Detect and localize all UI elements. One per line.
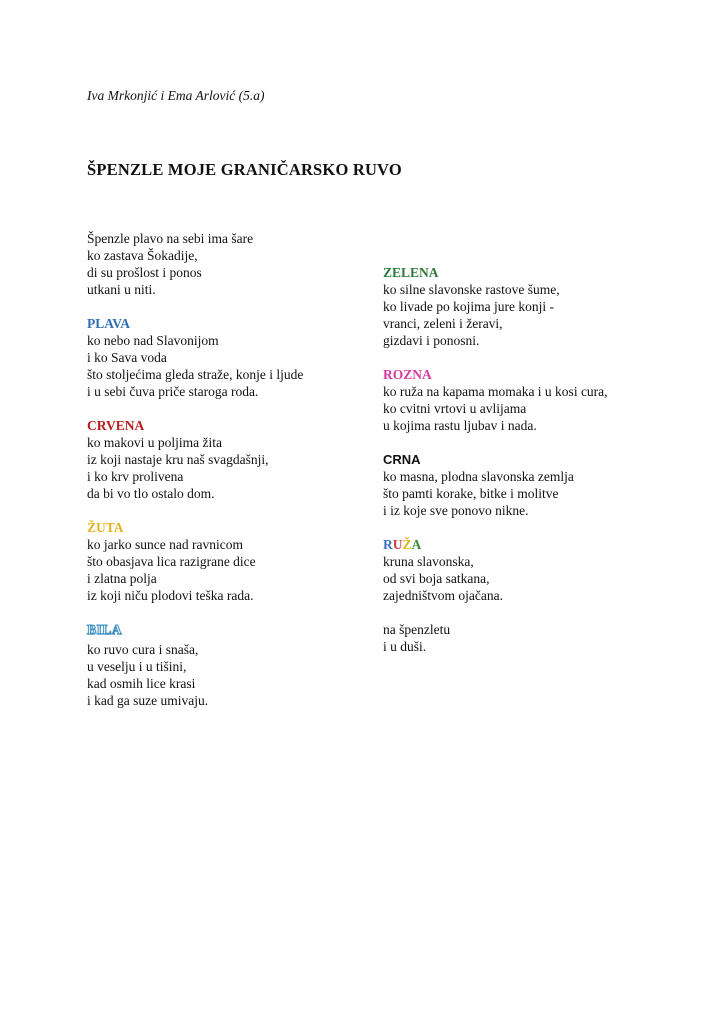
poem-line: iz koji niču plodovi teška rada. (87, 588, 254, 603)
poem-line: u veselju i u tišini, (87, 659, 187, 674)
stanza-heading-crvena: CRVENA (87, 418, 145, 433)
left-column (87, 230, 303, 726)
stanza-crvena (87, 417, 303, 502)
right-column (383, 264, 608, 672)
poem-line: što obasjava lica razigrane dice (87, 554, 256, 569)
stanza-zelena (383, 264, 608, 349)
poem-line: na špenzletu (383, 622, 451, 637)
poem-line: ko nebo nad Slavonijom (87, 333, 219, 348)
poem-line: di su prošlost i ponos (87, 265, 202, 280)
stanza-rozna (383, 366, 608, 434)
stanza-bila (87, 621, 303, 709)
poem-line: Špenzle plavo na sebi ima šare (87, 231, 254, 246)
poem-line: i kad ga suze umivaju. (87, 693, 209, 708)
poem-line: kad osmih lice krasi (87, 676, 196, 691)
poem-line: ko ruža na kapama momaka i u kosi cura, (383, 384, 608, 399)
stanza-ruza (383, 536, 608, 604)
stanza-heading-zuta: ŽUTA (87, 520, 124, 535)
stanza-heading-plava: PLAVA (87, 316, 131, 331)
stanza-plava (87, 315, 303, 400)
poem-line: i ko krv prolivena (87, 469, 184, 484)
poem-line: i u sebi čuva priče staroga roda. (87, 384, 259, 399)
poem-line: i iz koje sve ponovo nikne. (383, 503, 529, 518)
heading-letter: A (411, 537, 422, 552)
poem-line: da bi vo tlo ostalo dom. (87, 486, 215, 501)
poem-line: i zlatna polja (87, 571, 157, 586)
poem-line: ko zastava Šokadije, (87, 248, 198, 263)
poem-line: ko makovi u poljima žita (87, 435, 222, 450)
poem-line: kruna slavonska, (383, 554, 474, 569)
poem-line: ko jarko sunce nad ravnicom (87, 537, 243, 552)
heading-letter: Ž (402, 537, 412, 552)
stanza-heading-bila: BILA (87, 622, 123, 637)
stanza-crna (383, 451, 608, 519)
poem-line: ko masna, plodna slavonska zemlja (383, 469, 574, 484)
heading-letter: R (383, 537, 393, 552)
poem-line: u kojima rastu ljubav i nada. (383, 418, 537, 433)
stanza-intro (87, 230, 303, 298)
poem-line: vranci, zeleni i žeravi, (383, 316, 503, 331)
stanza-heading-zelena: ZELENA (383, 265, 439, 280)
poem-line: što pamti korake, bitke i molitve (383, 486, 559, 501)
poem-line: i u duši. (383, 639, 427, 654)
authors-line: Iva Mrkonjić i Ema Arlović (5.a) (87, 88, 265, 103)
stanza-heading-crna: CRNA (383, 452, 421, 467)
stanza-heading-rozna: ROZNA (383, 367, 432, 382)
stanza-heading-ruza (383, 536, 608, 553)
stanza-closing (383, 621, 608, 655)
poem-line: ko cvitni vrtovi u avlijama (383, 401, 527, 416)
poem-line: utkani u niti. (87, 282, 156, 297)
poem-title: ŠPENZLE MOJE GRANIČARSKO RUVO (87, 160, 402, 179)
poem-line: ko silne slavonske rastove šume, (383, 282, 560, 297)
poem-line: zajedništvom ojačana. (383, 588, 503, 603)
heading-letter: U (392, 537, 403, 552)
poem-line: ko livade po kojima jure konji - (383, 299, 554, 314)
stanza-zuta (87, 519, 303, 604)
poem-line: što stoljećima gleda straže, konje i ljude (87, 367, 304, 382)
poem-line: gizdavi i ponosni. (383, 333, 480, 348)
poem-line: i ko Sava voda (87, 350, 167, 365)
poem-line: iz koji nastaje kru naš svagdašnji, (87, 452, 269, 467)
poem-line: od svi boja satkana, (383, 571, 490, 586)
poem-line: ko ruvo cura i snaša, (87, 642, 199, 657)
